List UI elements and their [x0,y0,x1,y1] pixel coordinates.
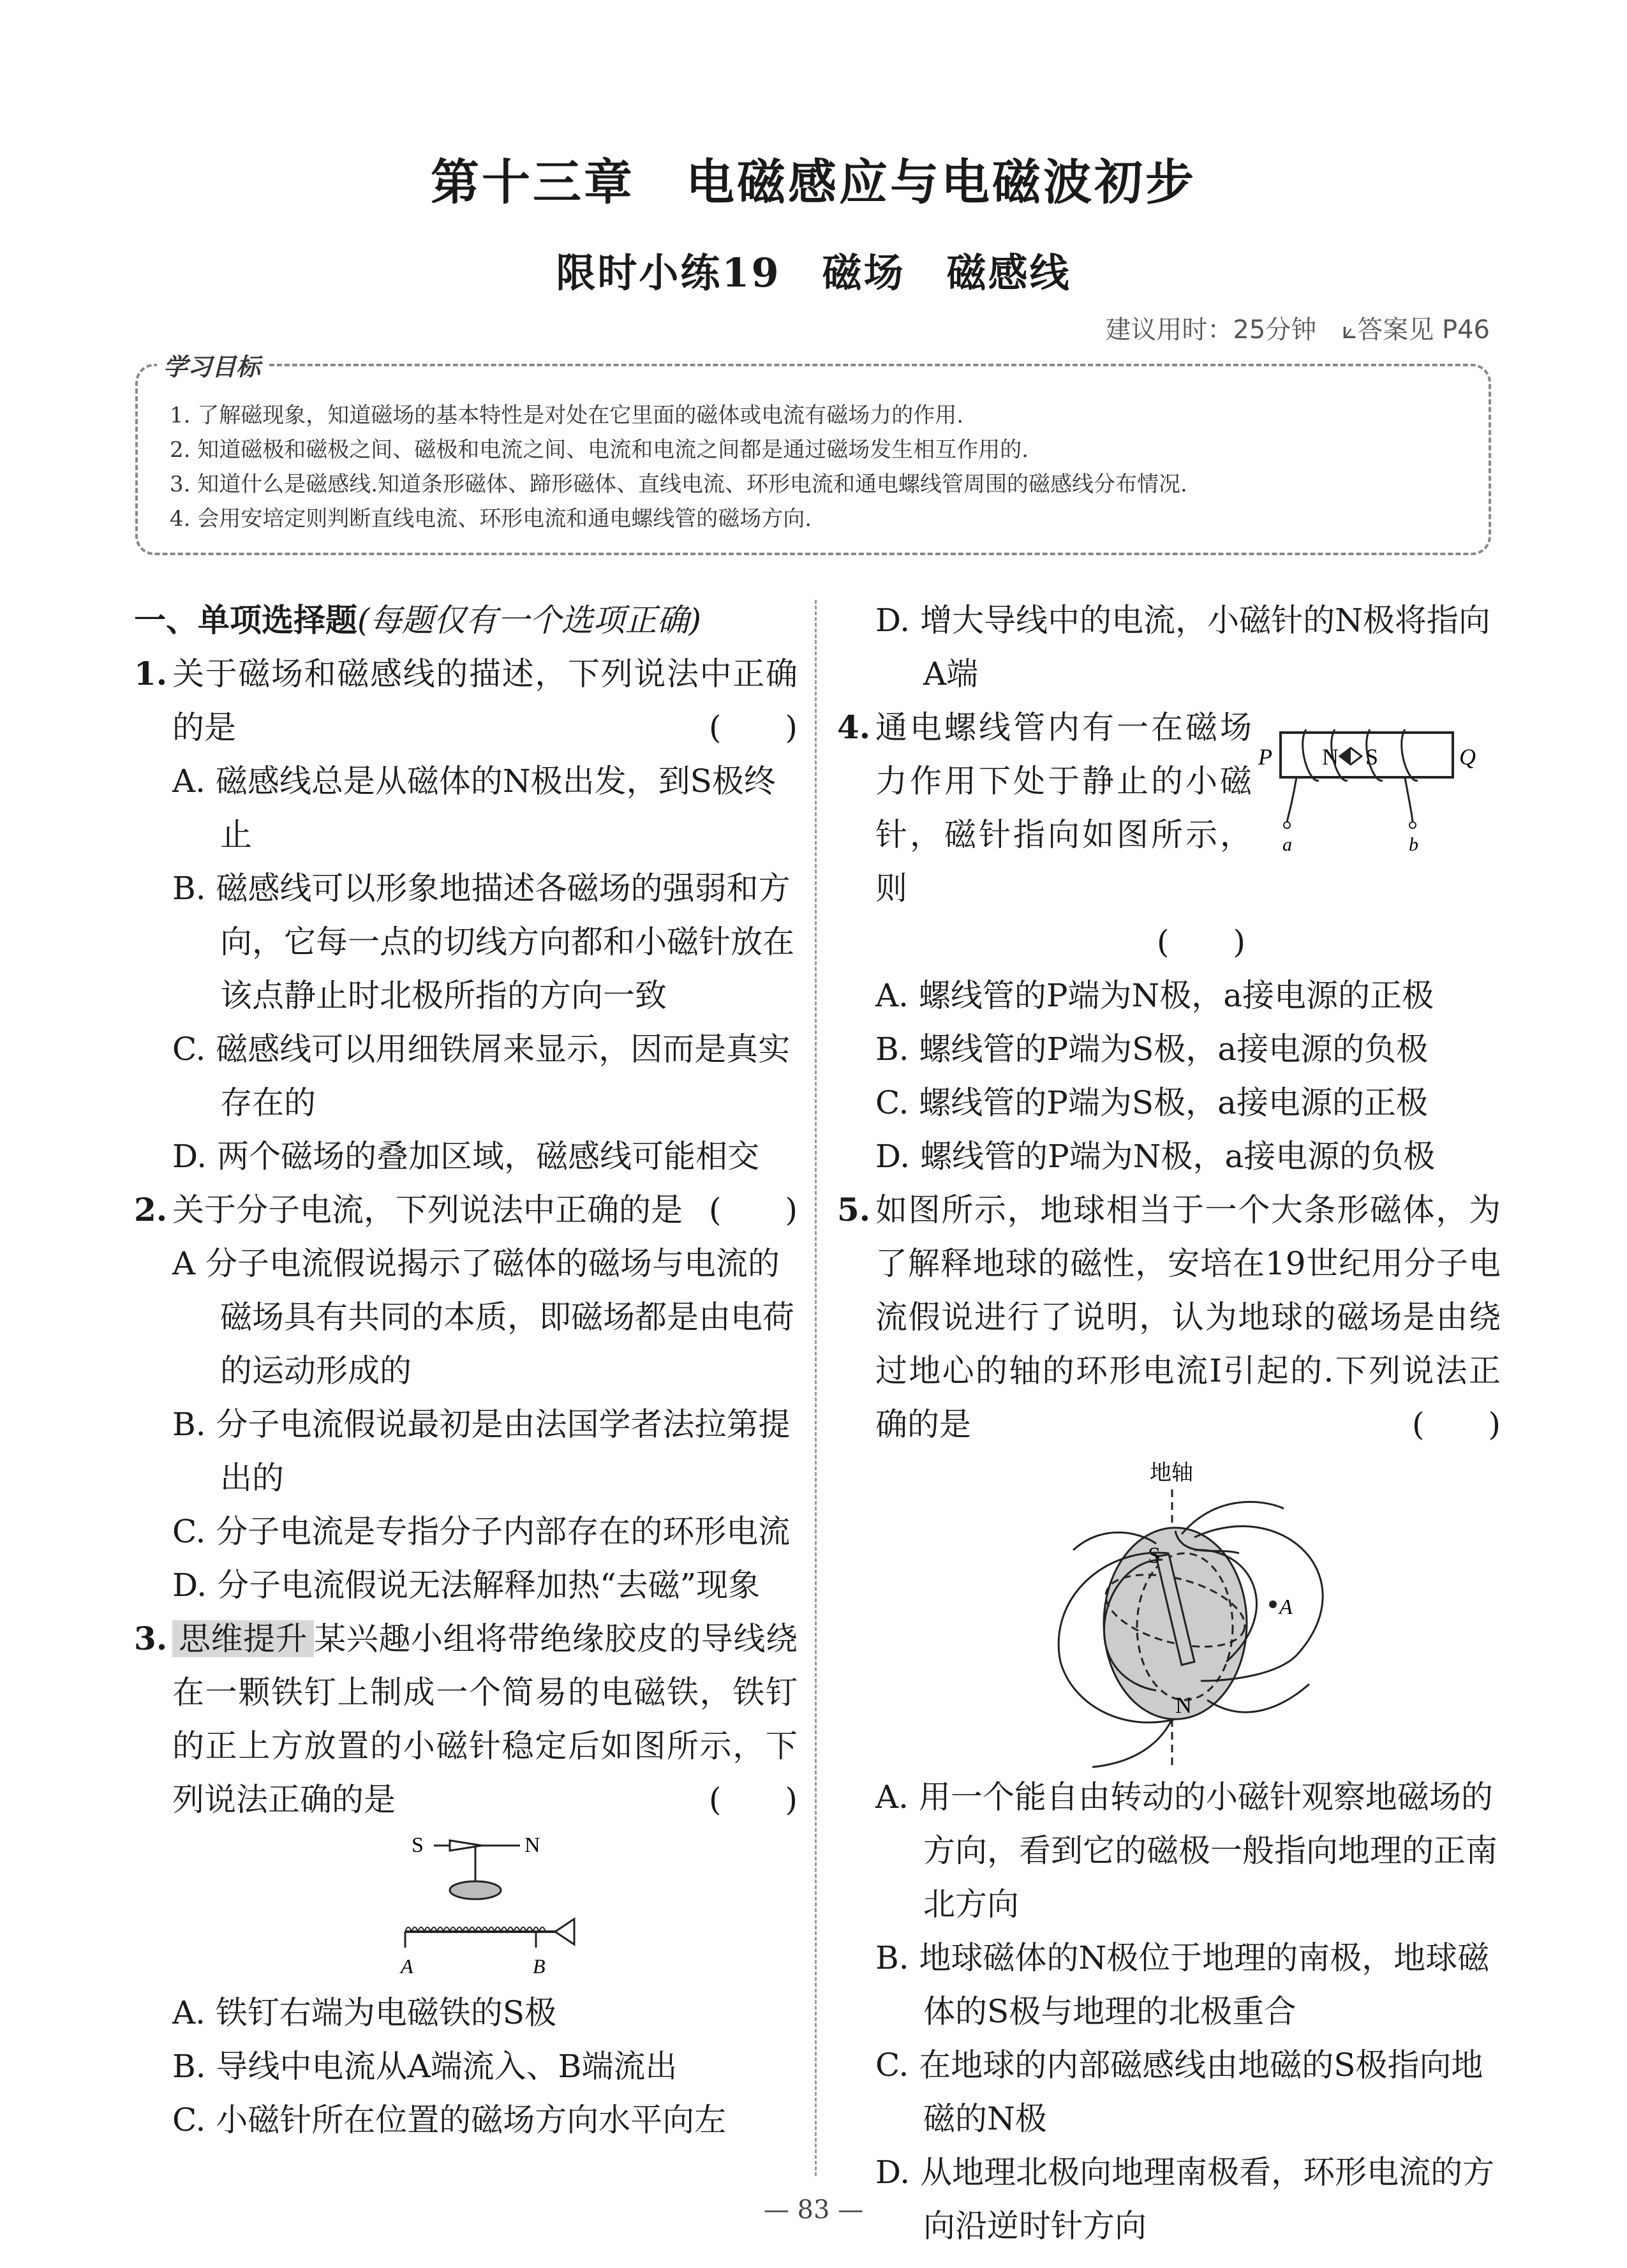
question-2 [134,1183,798,1237]
option: A. 磁感线总是从磁体的N极出发，到S极终止 [172,763,776,853]
question-number: 5. [837,1191,871,1228]
label-earth-axis: 地轴 [1150,1461,1193,1485]
label-q: Q [1459,744,1476,770]
label-a: a [1282,834,1292,854]
goal-item: 4. 会用安培定则判断直线电流、环形电流和通电螺线管的磁场方向. [170,506,812,532]
label-a: A [401,1955,413,1978]
question-stem: 如图所示，地球相当于一个大条形磁体，为了解释地球的磁性，安培在19世纪用分子电流假说进行了说明，认为地球的磁场是由绕过地心的轴的环形电流I引起的.下列说法正确的是 [875,1191,1501,1443]
question-3 [134,1612,798,1826]
column-divider [815,600,817,2176]
option: C. 在地球的内部磁感线由地磁的S极指向地磁的N极 [875,2047,1483,2137]
question-number: 1. [134,655,168,692]
question-number: 4. [837,708,871,746]
earth-magnetic-field-figure [837,1451,1501,1770]
goal-item: 1. 了解磁现象，知道磁场的基本特性是对处在它里面的磁体或电流有磁场力的作用. [170,403,964,428]
option: C. 分子电流是专指分子内部存在的环形电流 [172,1513,791,1550]
label-s: S [1365,744,1379,770]
option: B. 导线中电流从A端流入、B端流出 [172,2048,678,2085]
answer-blank[interactable]: ( ) [708,1191,798,1228]
option: A. 螺线管的P端为N极，a接电源的正极 [875,977,1434,1014]
option: B. 地球磁体的N极位于地理的南极，地球磁体的S极与地理的北极重合 [875,1939,1490,2030]
question-5 [837,1183,1501,1451]
option: C. 磁感线可以用细铁屑来显示，因而是真实存在的 [172,1031,791,1121]
label-a: A [1279,1595,1293,1619]
goals-label: 学习目标 [157,347,267,382]
section-heading [134,593,798,647]
option: C. 小磁针所在位置的磁场方向水平向左 [172,2101,727,2138]
page-number: — 83 — [763,2195,864,2225]
label-b: B [533,1955,546,1978]
option: D. 螺线管的P端为N极，a接电源的负极 [875,1138,1436,1175]
question-stem: 通电螺线管内有一在磁场力作用下处于静止的小磁针，磁针指向如图所示，则 [875,709,1252,907]
label-n: N [1175,1692,1192,1718]
option: A 分子电流假说揭示了磁体的磁场与电流的磁场具有共同的本质，即磁场都是由电荷的运动形成的 [172,1245,794,1389]
question-number: 3. [134,1620,168,1657]
option: B. 磁感线可以形象地描述各磁场的强弱和方向，它每一点的切线方向都和小磁针放在该点静止时北极所指的方向一致 [172,870,794,1014]
option: D. 分子电流假说无法解释加热“去磁”现象 [172,1567,761,1604]
answer-blank[interactable]: ( ) [708,709,798,746]
label-n: N [524,1833,540,1857]
answer-blank[interactable]: ( ) [1411,1406,1501,1443]
learning-goals-box [135,352,1491,555]
goal-item: 2. 知道磁极和磁极之间、磁极和电流之间、电流和电流之间都是通过磁场发生相互作用的. [170,437,1029,463]
option: A. 用一个能自由转动的小磁针观察地磁场的方向，看到它的磁极一般指向地理的正南北方向 [875,1779,1497,1923]
label-s: S [412,1833,424,1857]
section-note: (每题仅有一个选项正确) [357,602,702,639]
option: B. 分子电流假说最初是由法国学者法拉第提出的 [172,1406,791,1496]
option: A. 铁钉右端为电磁铁的S极 [172,1994,557,2031]
section-title: 一、单项选择题 [134,601,357,639]
chapter-title: 第十三章 电磁感应与电磁波初步 [431,154,1196,211]
electromagnet-figure [134,1826,798,1986]
option: D. 增大导线中的电流，小磁针的N极将指向A端 [875,602,1490,692]
answer-blank[interactable]: ( ) [1156,923,1245,960]
time-answer-note: 建议用时：25分钟 ⟀答案见 P46 [1105,315,1490,345]
label-b: b [1409,834,1418,854]
answer-blank[interactable]: ( ) [708,1781,798,1818]
right-column [837,593,1501,2253]
solenoid-figure [1258,707,1513,854]
difficulty-tag: 思维提升 [172,1620,314,1657]
label-n: N [1322,744,1339,770]
exercise-title: 限时小练19 磁场 磁感线 [556,250,1071,296]
question-stem: 关于分子电流，下列说法中正确的是 [172,1191,683,1228]
option: D. 两个磁场的叠加区域，磁感线可能相交 [172,1138,760,1175]
question-stem: 关于磁场和磁感线的描述，下列说法中正确的是 [172,655,798,746]
left-column [134,593,798,2147]
label-s: S [1148,1542,1161,1568]
question-4 [837,701,1501,969]
question-1 [134,647,798,754]
goal-item: 3. 知道什么是磁感线.知道条形磁体、蹄形磁体、直线电流、环形电流和通电螺线管周围的磁感线分布情况. [170,472,1187,497]
option: D. 从地理北极向地理南极看，环形电流的方向沿逆时针方向 [875,2154,1495,2244]
label-p: P [1258,744,1272,770]
question-stem: 某兴趣小组将带绝缘胶皮的导线绕在一颗铁钉上制成一个简易的电磁铁，铁钉的正上方放置的小磁针稳定后如图所示，下列说法正确的是 [172,1620,798,1818]
option: B. 螺线管的P端为S极，a接电源的负极 [875,1031,1429,1068]
option: C. 螺线管的P端为S极，a接电源的正极 [875,1084,1428,1121]
question-number: 2. [134,1191,168,1228]
